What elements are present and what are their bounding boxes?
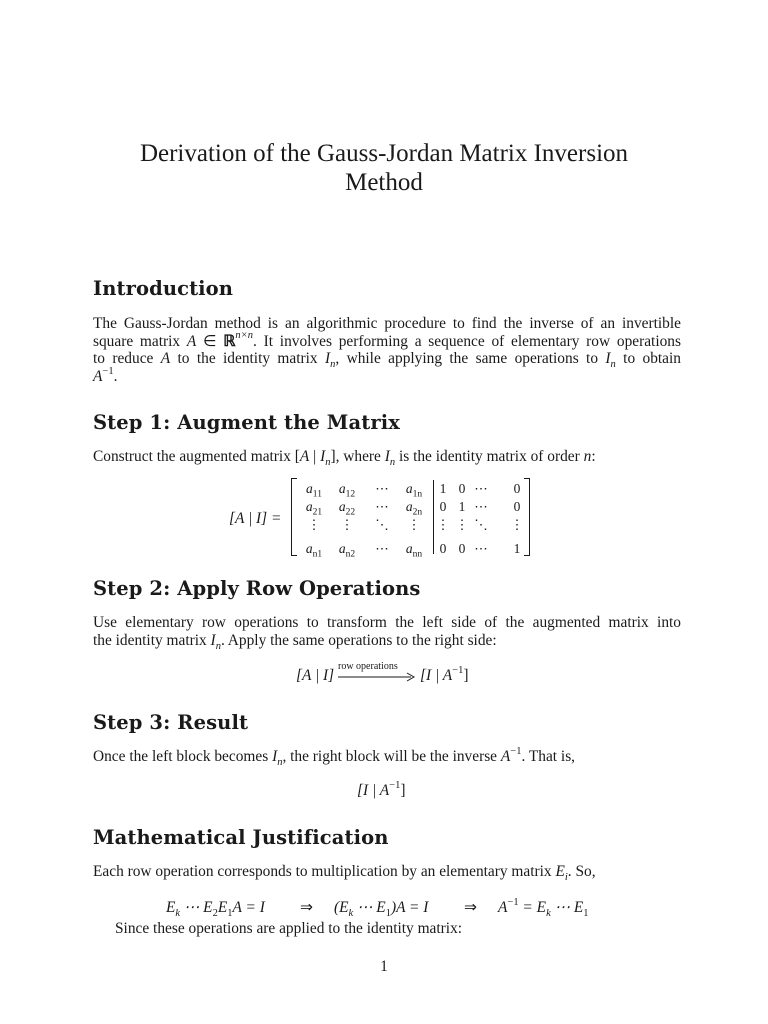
matrix-a-cell: ⋮ xyxy=(307,517,321,532)
paper-title xyxy=(0,139,768,197)
step2-paragraph xyxy=(93,614,681,652)
matrix-identity-cell: 0 xyxy=(458,541,466,556)
augmented-matrix-lhs: [A | I] = xyxy=(229,510,282,527)
heading-introduction: Introduction xyxy=(93,277,234,300)
row-op-eq-left: [A | I] xyxy=(296,667,335,684)
heading-step-3: Step 3: Result xyxy=(93,711,249,734)
heading-step-2: Step 2: Apply Row Operations xyxy=(93,577,421,600)
matrix-a-cell: ⋮ xyxy=(340,517,354,532)
intro-line-3: to reduce A to the identity matrix $I_n$, while applying the same operations to $I_n$ to obtain xyxy=(93,350,681,371)
matrix-identity-cell: 0 xyxy=(513,481,521,496)
matrix-identity-cell: 0 xyxy=(458,481,466,496)
matrix-a-cell: ⋯ xyxy=(375,499,389,514)
result-equation: [I | $A^{-1}$] xyxy=(357,779,406,799)
implies-arrow-1: ⇒ xyxy=(300,899,313,916)
matrix-a-cell: $a_{21}$ xyxy=(305,499,323,518)
matrix-identity-cell: 0 xyxy=(513,499,521,514)
matrix-identity-cell: 1 xyxy=(513,541,521,556)
justification-eq-1: $E_k$ ⋯ $E_2E_1A = I$ xyxy=(166,899,265,920)
step2-line-2: the identity matrix $I_n$. Apply the same operations to the right side: xyxy=(93,631,497,652)
matrix-identity-cell: ⋮ xyxy=(455,517,469,532)
matrix-a-cell: $a_{2n}$ xyxy=(405,499,423,518)
step2-line-1: Use elementary row operations to transform the left side of the augmented matrix into xyxy=(93,614,681,631)
intro-line-2: square matrix A ∈ ℝ$^{n\times n}$. It involves performing a sequence of elementary row operations xyxy=(93,330,681,350)
matrix-identity-cell: ⋯ xyxy=(474,541,488,556)
implies-arrow-2: ⇒ xyxy=(464,899,477,916)
step3-text: Once the left block becomes $I_n$, the right block will be the inverse $A^{-1}$. That is, xyxy=(93,745,576,769)
matrix-a-cell: $a_{22}$ xyxy=(338,499,356,518)
matrix-identity-cell: 1 xyxy=(458,499,466,514)
matrix-identity-cell: 1 xyxy=(439,481,447,496)
matrix-identity-cell: ⋱ xyxy=(474,517,488,532)
matrix-identity-cell: 0 xyxy=(439,541,447,556)
matrix-a-cell: $a_{n1}$ xyxy=(305,541,323,560)
matrix-identity-cell: ⋯ xyxy=(474,481,488,496)
matrix-identity-cell: 0 xyxy=(439,499,447,514)
justification-eq-3: $A^{-1} = E_k$ ⋯ $E_1$ xyxy=(498,896,589,920)
matrix-a-cell: $a_{n2}$ xyxy=(338,541,356,560)
justification-text: Each row operation corresponds to multiplication by an elementary matrix $E_i$. So, xyxy=(93,863,596,884)
intro-line-4: $A^{-1}$. xyxy=(93,365,118,385)
matrix-a-cell: $a_{1n}$ xyxy=(405,481,423,500)
matrix-a-cell: ⋱ xyxy=(375,517,389,532)
matrix-a-cell: $a_{12}$ xyxy=(338,481,356,500)
matrix-a-cell: $a_{11}$ xyxy=(306,481,322,500)
justification-eq-2: ($E_k$ ⋯ $E_1)A = I$ xyxy=(334,899,429,920)
title-line-1: Derivation of the Gauss-Jordan Matrix Inversion xyxy=(139,140,629,167)
justification-last-line: Since these operations are applied to the identity matrix: xyxy=(115,920,463,937)
matrix-identity-cell: ⋮ xyxy=(436,517,450,532)
matrix-identity-cell: ⋮ xyxy=(510,517,524,532)
long-right-arrow-icon xyxy=(337,667,417,685)
matrix-a-cell: ⋮ xyxy=(407,517,421,532)
step1-text: Construct the augmented matrix [A | $I_n$], where $I_n$ is the identity matrix of order n: xyxy=(93,448,596,469)
matrix-a-cell: ⋯ xyxy=(375,541,389,556)
row-op-arrow xyxy=(337,667,415,690)
introduction-paragraph xyxy=(93,315,681,385)
page-number: 1 xyxy=(380,958,388,975)
row-op-eq-right: [I | $A^{-1}$] xyxy=(420,664,469,684)
heading-justification: Mathematical Justification xyxy=(93,826,389,849)
matrix-a-cell: $a_{nn}$ xyxy=(405,541,423,560)
heading-step-1: Step 1: Augment the Matrix xyxy=(93,411,400,434)
row-op-arrow-label: row operations xyxy=(338,661,398,672)
matrix-identity-cell: ⋯ xyxy=(474,499,488,514)
matrix-a-cell: ⋯ xyxy=(375,481,389,496)
title-line-2: Method xyxy=(345,169,423,196)
intro-line-1: The Gauss-Jordan method is an algorithmic procedure to find the inverse of an invertible xyxy=(93,315,681,332)
